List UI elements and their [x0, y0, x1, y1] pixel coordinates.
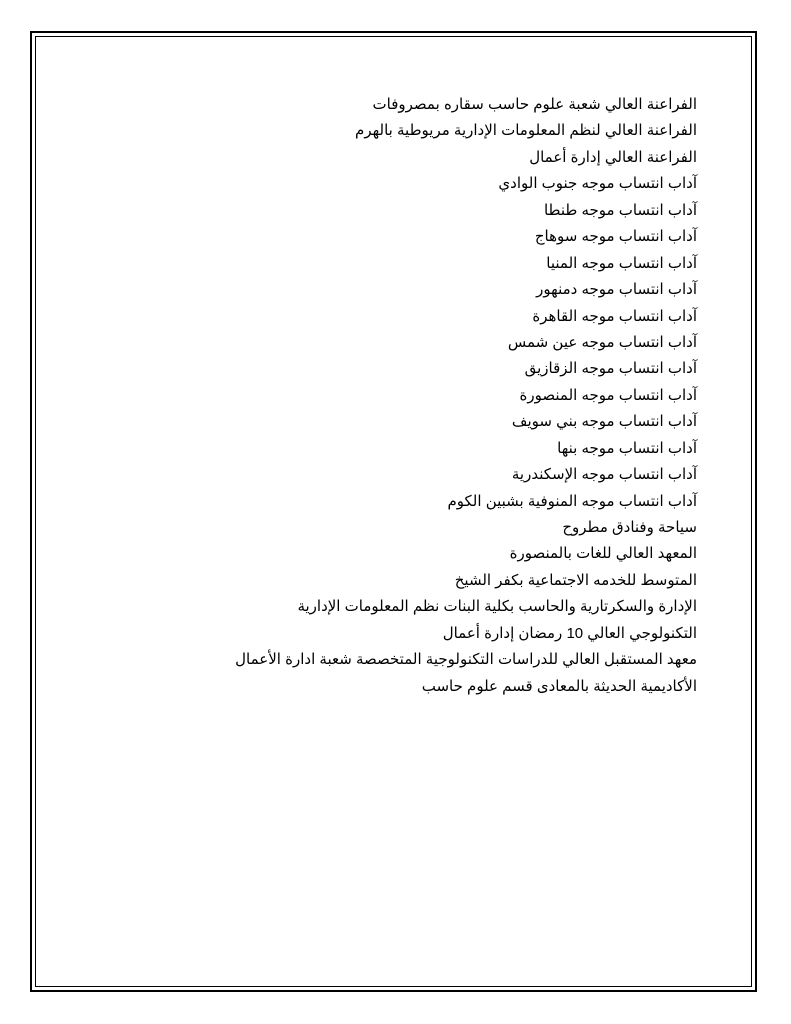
list-item: آداب انتساب موجه الزقازيق: [524, 360, 697, 378]
list-item: آداب انتساب موجه القاهرة: [532, 307, 697, 325]
list-item: التكنولوجي العالي 10 رمضان إدارة أعمال: [442, 624, 697, 642]
list-item: الفراعنة العالي شعبة علوم حاسب سقاره بمصروفات: [372, 96, 697, 113]
list-item: المتوسط للخدمه الاجتماعية بكفر الشيخ: [454, 571, 697, 589]
list-item: آداب انتساب موجه طنطا: [543, 201, 697, 219]
list-item: آداب انتساب موجه بني سويف: [511, 413, 697, 431]
institute-list: [97, 92, 697, 700]
list-item: المعهد العالي للغات بالمنصورة: [509, 545, 697, 563]
list-item: الأكاديمية الحديثة بالمعادى قسم علوم حاسب: [421, 677, 697, 695]
list-item: سياحة وفنادق مطروح: [562, 519, 697, 536]
list-item: الفراعنة العالي لنظم المعلومات الإدارية مريوطية بالهرم: [355, 122, 697, 140]
list-item: آداب انتساب موجه سوهاج: [534, 228, 697, 246]
list-item: آداب انتساب موجه المنصورة: [519, 386, 697, 404]
list-item: آداب انتساب موجه المنيا: [546, 254, 697, 272]
list-item: آداب انتساب موجه الإسكندرية: [511, 466, 697, 484]
list-item: الإدارة والسكرتارية والحاسب بكلية البنات نظم المعلومات الإدارية: [297, 598, 697, 616]
list-item: آداب انتساب موجه عين شمس: [507, 333, 697, 351]
list-item: آداب انتساب موجه جنوب الوادي: [498, 175, 697, 193]
list-item: الفراعنة العالي إدارة أعمال: [529, 148, 697, 166]
list-item: آداب انتساب موجه المنوفية بشبين الكوم: [447, 492, 697, 510]
list-item: معهد المستقبل العالي للدراسات التكنولوجية المتخصصة شعبة ادارة الأعمال: [235, 651, 697, 669]
list-item: آداب انتساب موجه بنها: [557, 439, 697, 457]
list-item: آداب انتساب موجه دمنهور: [536, 281, 697, 299]
